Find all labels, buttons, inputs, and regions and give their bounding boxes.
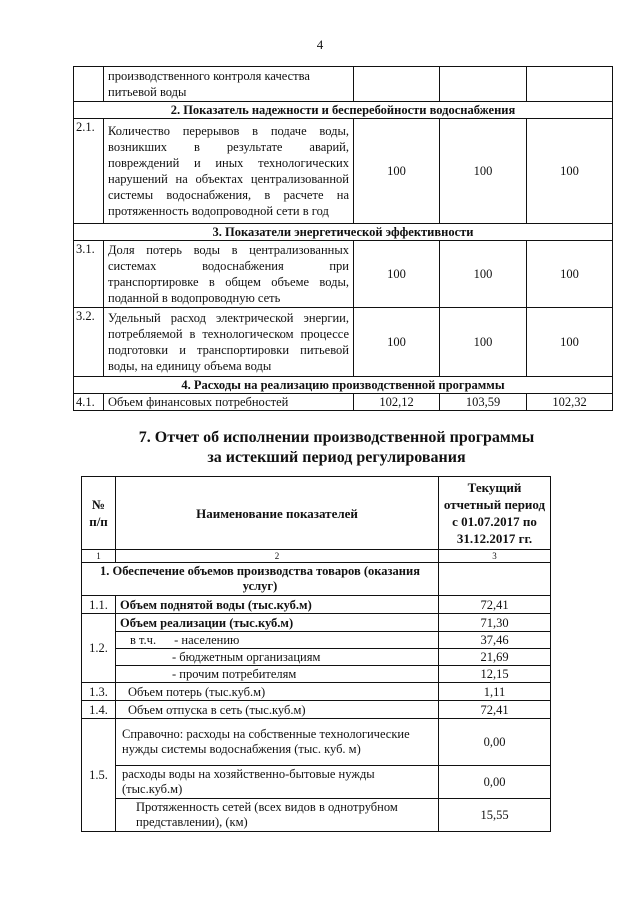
column-header-period: Текущий отчетный период с 01.07.2017 по 31.12.2017 гг. [439,477,551,550]
table-row [74,241,613,308]
row-name: Объем отпуска в сеть (тыс.куб.м) [116,701,439,719]
row-name: Доля потерь воды в централизованных системах водоснабжения при транспортировке в общем объеме воды, поданной в водопроводную сеть [104,241,354,308]
row-number: 1.2. [82,614,116,683]
row-name: Протяженность сетей (всех видов в однотрубном представлении), (км) [116,799,439,832]
section-heading [0,428,640,468]
group-row [82,563,551,596]
value-cell: 21,69 [439,649,551,666]
section-title: 4. Расходы на реализацию производственной программы [74,377,613,394]
row-prefix: в т.ч. [130,633,157,647]
value-cell: 102,32 [527,394,613,411]
section-row [74,224,613,241]
table-row [82,649,551,666]
table-row [82,596,551,614]
section-title: 3. Показатели энергетической эффективности [74,224,613,241]
row-number: 3.2. [74,308,104,377]
row-name: Объем финансовых потребностей [104,394,354,411]
value-cell: 0,00 [439,719,551,766]
value-cell: 100 [527,308,613,377]
value-cell: 100 [440,241,527,308]
row-name: Объем потерь (тыс.куб.м) [116,683,439,701]
value-cell: 102,12 [354,394,440,411]
row-name: производственного контроля качества [108,69,310,83]
row-name: Объем реализации (тыс.куб.м) [116,614,439,632]
header-row [82,477,551,550]
value-cell: 71,30 [439,614,551,632]
row-name: Количество перерывов в подаче воды, возникших в результате аварий, повреждений и иных технологических нарушений на объектах централизованной системы водоснабжения, в расчете на протяженность водопроводной сети в год [104,119,354,224]
table-row [82,766,551,799]
value-cell: 100 [354,308,440,377]
row-name: расходы воды на хозяйственно-бытовые нужды (тыс.куб.м) [116,766,439,799]
column-header-number: № п/п [82,477,116,550]
page-number: 4 [316,37,324,52]
table-row [74,394,613,411]
row-name: Объем поднятой воды (тыс.куб.м) [116,596,439,614]
value-cell: 100 [440,119,527,224]
row-name: Удельный расход электрической энергии, потребляемой в технологическом процессе подготовки и транспортировки питьевой воды, на единицу объема воды [104,308,354,377]
row-name: Справочно: расходы на собственные технологические нужды системы водоснабжения (тыс. куб. м) [116,719,439,766]
table-row [82,719,551,766]
value-cell: 72,41 [439,701,551,719]
table-row [82,799,551,832]
value-cell: 100 [527,119,613,224]
value-cell: 100 [354,119,440,224]
table-row [82,614,551,632]
value-cell: 103,59 [440,394,527,411]
row-number: 1.1. [82,596,116,614]
group-title: 1. Обеспечение объемов производства товаров (оказания услуг) [82,563,439,596]
row-name: - прочим потребителям [116,666,439,683]
table-row [74,308,613,377]
row-number: 3.1. [74,241,104,308]
table-row [74,119,613,224]
section-row [74,377,613,394]
row-name: - населению [174,633,240,647]
value-cell: 1,11 [439,683,551,701]
value-cell: 72,41 [439,596,551,614]
column-index: 3 [439,550,551,563]
table-row [82,632,551,649]
value-cell: 100 [527,241,613,308]
row-number: 1.3. [82,683,116,701]
table-row [82,666,551,683]
value-cell: 12,15 [439,666,551,683]
indicators-table [73,66,613,411]
row-number: 2.1. [74,119,104,224]
table-row [82,701,551,719]
value-cell: 0,00 [439,766,551,799]
section-row [74,102,613,119]
table-row [74,67,613,102]
row-number: 4.1. [74,394,104,411]
row-name: - бюджетным организациям [116,649,439,666]
column-header-name: Наименование показателей [116,477,439,550]
report-table [81,476,551,832]
column-index: 1 [82,550,116,563]
column-index-row [82,550,551,563]
section-title: 2. Показатель надежности и бесперебойности водоснабжения [74,102,613,119]
value-cell: 37,46 [439,632,551,649]
table-row [82,683,551,701]
section-heading-line: 7. Отчет об исполнении производственной программы [138,429,535,446]
row-number: 1.5. [82,719,116,832]
value-cell: 100 [440,308,527,377]
value-cell: 15,55 [439,799,551,832]
section-heading-line: за истекший период регулирования [207,449,466,466]
value-cell: 100 [354,241,440,308]
column-index: 2 [116,550,439,563]
row-name: питьевой воды [108,85,187,99]
row-number: 1.4. [82,701,116,719]
